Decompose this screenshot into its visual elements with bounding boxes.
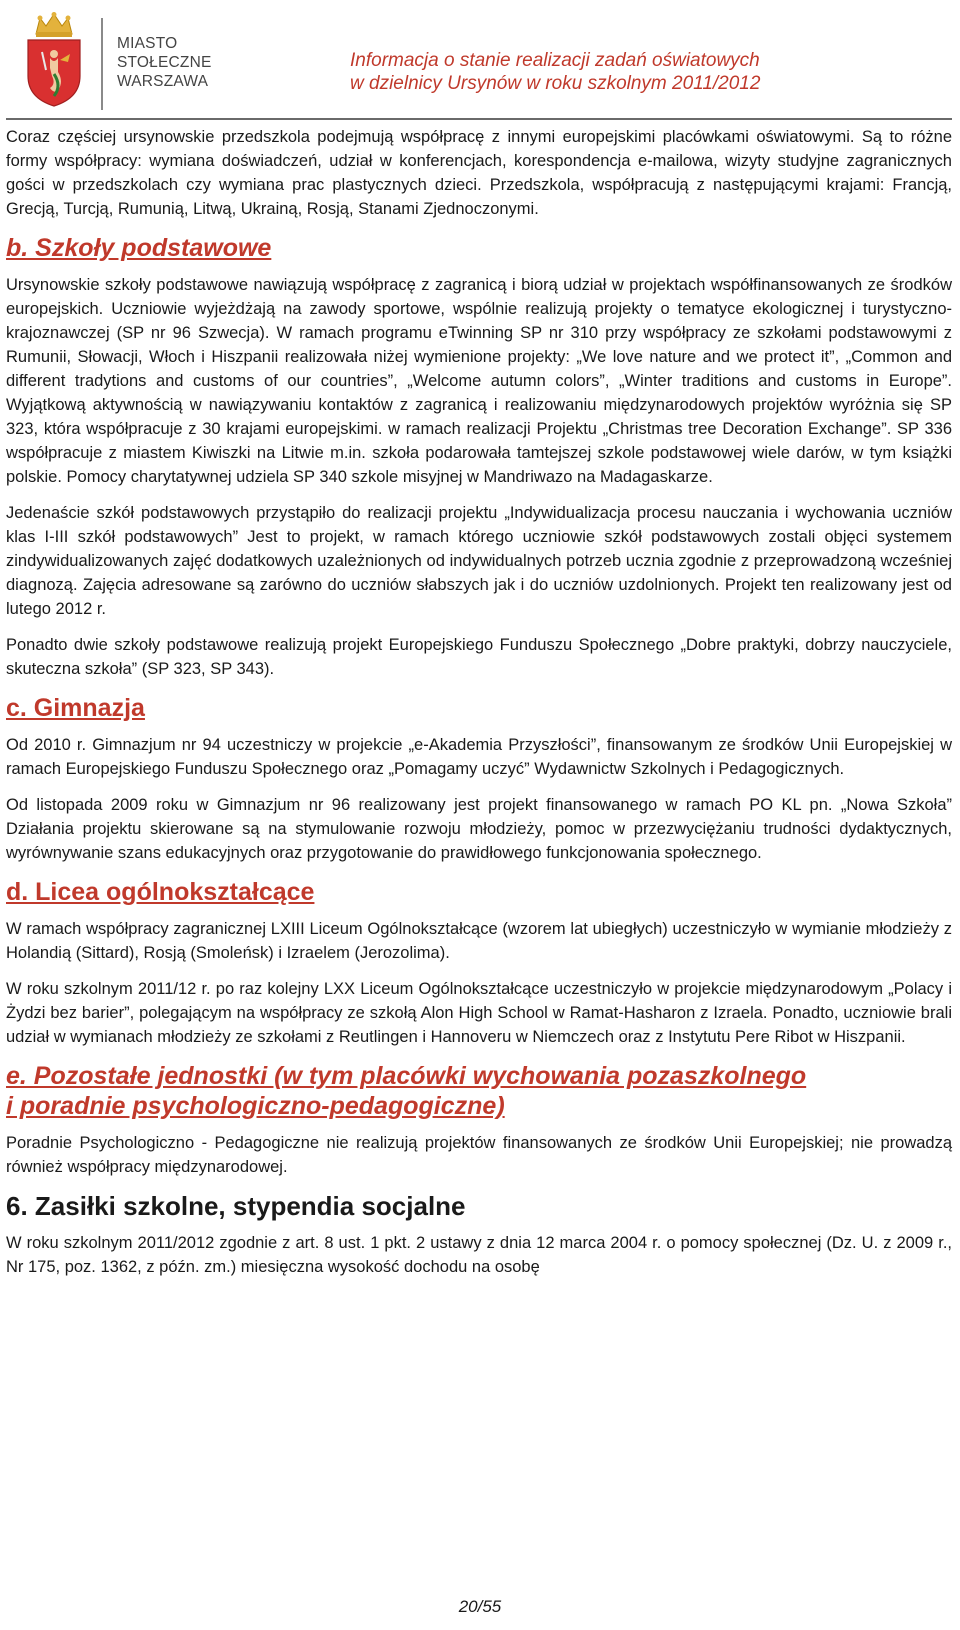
- section-heading-6: 6. Zasiłki szkolne, stypendia socjalne: [6, 1191, 466, 1221]
- section-b-paragraph-2: Jedenaście szkół podstawowych przystąpiło do realizacji projektu „Indywidualizacja procesu nauczania i wychowania uczniów klas I-III szkół podstawowych” Jest to projekt, w ramach którego uczniowie szkół podstawowych zostali objęci systemem zindywidualizowanych zajęć dodatkowych uzależnionych od indywidualnych potrzeb ucznia zgodnie z przeprowadzoną wcześniej diagnozą. Zajęcia adresowane są zarówno do uczniów słabszych jak i do uczniów uzdolnionych. Projekt ten realizowany jest od lutego 2012 r.: [6, 504, 952, 618]
- logo-divider: [101, 18, 103, 110]
- section-6-paragraph-1: W roku szkolnym 2011/2012 zgodnie z art. 8 ust. 1 pkt. 2 ustawy z dnia 12 marca 2004 r. o pomocy społecznej (Dz. U. z 2009 r., Nr 175, poz. 1362, z późn. zm.) miesięczna wysokość dochodu na osobę: [6, 1234, 952, 1276]
- page-number: 20/55: [458, 1597, 502, 1616]
- section-e-paragraph-1: Poradnie Psychologiczno - Pedagogiczne nie realizują projektów finansowanych ze środków Unii Europejskiej; nie prowadzą również współpracy międzynarodowej.: [6, 1134, 952, 1176]
- section-d-paragraph-1: W ramach współpracy zagranicznej LXIII Liceum Ogólnokształcące (wzorem lat ubiegłych) uczestniczyło w wymianie młodzieży z Holandią (Sittard), Rosją (Smoleńsk) i Izraelem (Jerozolima).: [6, 920, 952, 962]
- intro-paragraph: Coraz częściej ursynowskie przedszkola podejmują współpracę z innymi europejskimi placówkami oświatowymi. Są to różne formy współpracy: wymiana doświadczeń, udział w konferencjach, korespondencja e-mailowa, wizyty studyjne zagranicznych gości w przedszkolach czy wymiana prac plastycznych dzieci. Przedszkola, współpracują z następującymi krajami: Francją, Grecją, Turcją, Rumunią, Litwą, Ukrainą, Rosją, Stanami Zjednoczonymi.: [6, 128, 952, 218]
- warsaw-crest-icon: [24, 12, 84, 108]
- section-heading-e-line-1: e. Pozostałe jednostki (w tym placówki wychowania pozaszkolnego: [6, 1062, 807, 1090]
- section-d-paragraph-2: W roku szkolnym 2011/12 r. po raz kolejny LXX Liceum Ogólnokształcące uczestniczyło w projekcie międzynarodowym „Polacy i Żydzi bez barier”, polegającym na współpracy ze szkołą Alon High School w Ramat-Hasharon z Izraela. Ponadto, uczniowie brali udział w wymianach młodzieży ze szkołami z Reutlingen i Hannoveru w Niemczech oraz z Instytutu Pere Ribot w Hiszpanii.: [6, 980, 952, 1046]
- section-heading-d: d. Licea ogólnokształcące: [6, 878, 315, 906]
- section-heading-e: [6, 1061, 952, 1121]
- logo-line-2: STOŁECZNE: [117, 54, 212, 71]
- report-title: [350, 49, 810, 95]
- logo-wordmark: [117, 34, 212, 91]
- document-body: [6, 125, 952, 1291]
- section-heading-b: b. Szkoły podstawowe: [6, 234, 272, 262]
- section-b-paragraph-1: Ursynowskie szkoły podstawowe nawiązują współpracę z zagranicą i biorą udział w projektach współfinansowanych ze środków europejskich. Uczniowie wyjeżdżają na zawody sportowe, wspólnie realizują projekty o tematyce ekologicznej i turystyczno-krajoznawczej (SP nr 96 Szwecja). W ramach programu eTwinning SP nr 310 przy współpracy ze szkołami podstawowymi z Rumunii, Słowacji, Włoch i Hiszpanii realizowała niżej wymienione projekty: „We love nature and we protect it”, „Common and different tradytions and customs of our countries”, „Welcome autumn colors”, „Winter traditions and customs in Europe”. Wyjątkową aktywnością w nawiązywaniu kontaktów z zagranicą i realizowaniu międzynarodowych projektów wyróżnia się SP 323, która współpracuje z 30 krajami europejskimi. w ramach realizacji Projektu „Christmas tree Decoration Exchange”. SP 336 współpracuje z miastem Kiwiszki na Litwie m.in. szkoła podarowała tamtejszej szkole podstawowej wiele darów, w tym książki polskie. Pomocy charytatywnej udziela SP 340 szkole misyjnej w Mandriwazo na Madagaskarze.: [6, 276, 952, 486]
- logo-line-1: MIASTO: [117, 35, 178, 52]
- section-heading-c: c. Gimnazja: [6, 694, 145, 722]
- section-b-paragraph-3: Ponadto dwie szkoły podstawowe realizują projekt Europejskiego Funduszu Społecznego „Dobre praktyki, dobrzy nauczyciele, skuteczna szkoła” (SP 323, SP 343).: [6, 636, 952, 678]
- report-title-line-2: w dzielnicy Ursynów w roku szkolnym 2011/2012: [350, 73, 761, 94]
- logo-line-3: WARSZAWA: [117, 73, 209, 90]
- section-c-paragraph-1: Od 2010 r. Gimnazjum nr 94 uczestniczy w projekcie „e-Akademia Przyszłości”, finansowanym ze środków Unii Europejskiej w ramach Europejskiego Funduszu Społecznego oraz „Pomagamy uczyć” Wydawnictw Szkolnych i Pedagogicznych.: [6, 736, 952, 778]
- section-c-paragraph-2: Od listopada 2009 roku w Gimnazjum nr 96 realizowany jest projekt finansowanego w ramach PO KL pn. „Nowa Szkoła” Działania projektu skierowane są na stymulowanie rozwoju młodzieży, pomoc w przezwyciężaniu trudności dydaktycznych, wyrównywanie szans edukacyjnych oraz przygotowanie do prawidłowego funkcjonowania społecznego.: [6, 796, 952, 862]
- report-title-line-1: Informacja o stanie realizacji zadań oświatowych: [350, 50, 760, 71]
- page-header: [0, 0, 960, 118]
- section-heading-e-line-2: i poradnie psychologiczno-pedagogiczne): [6, 1092, 505, 1120]
- header-divider: [6, 118, 952, 120]
